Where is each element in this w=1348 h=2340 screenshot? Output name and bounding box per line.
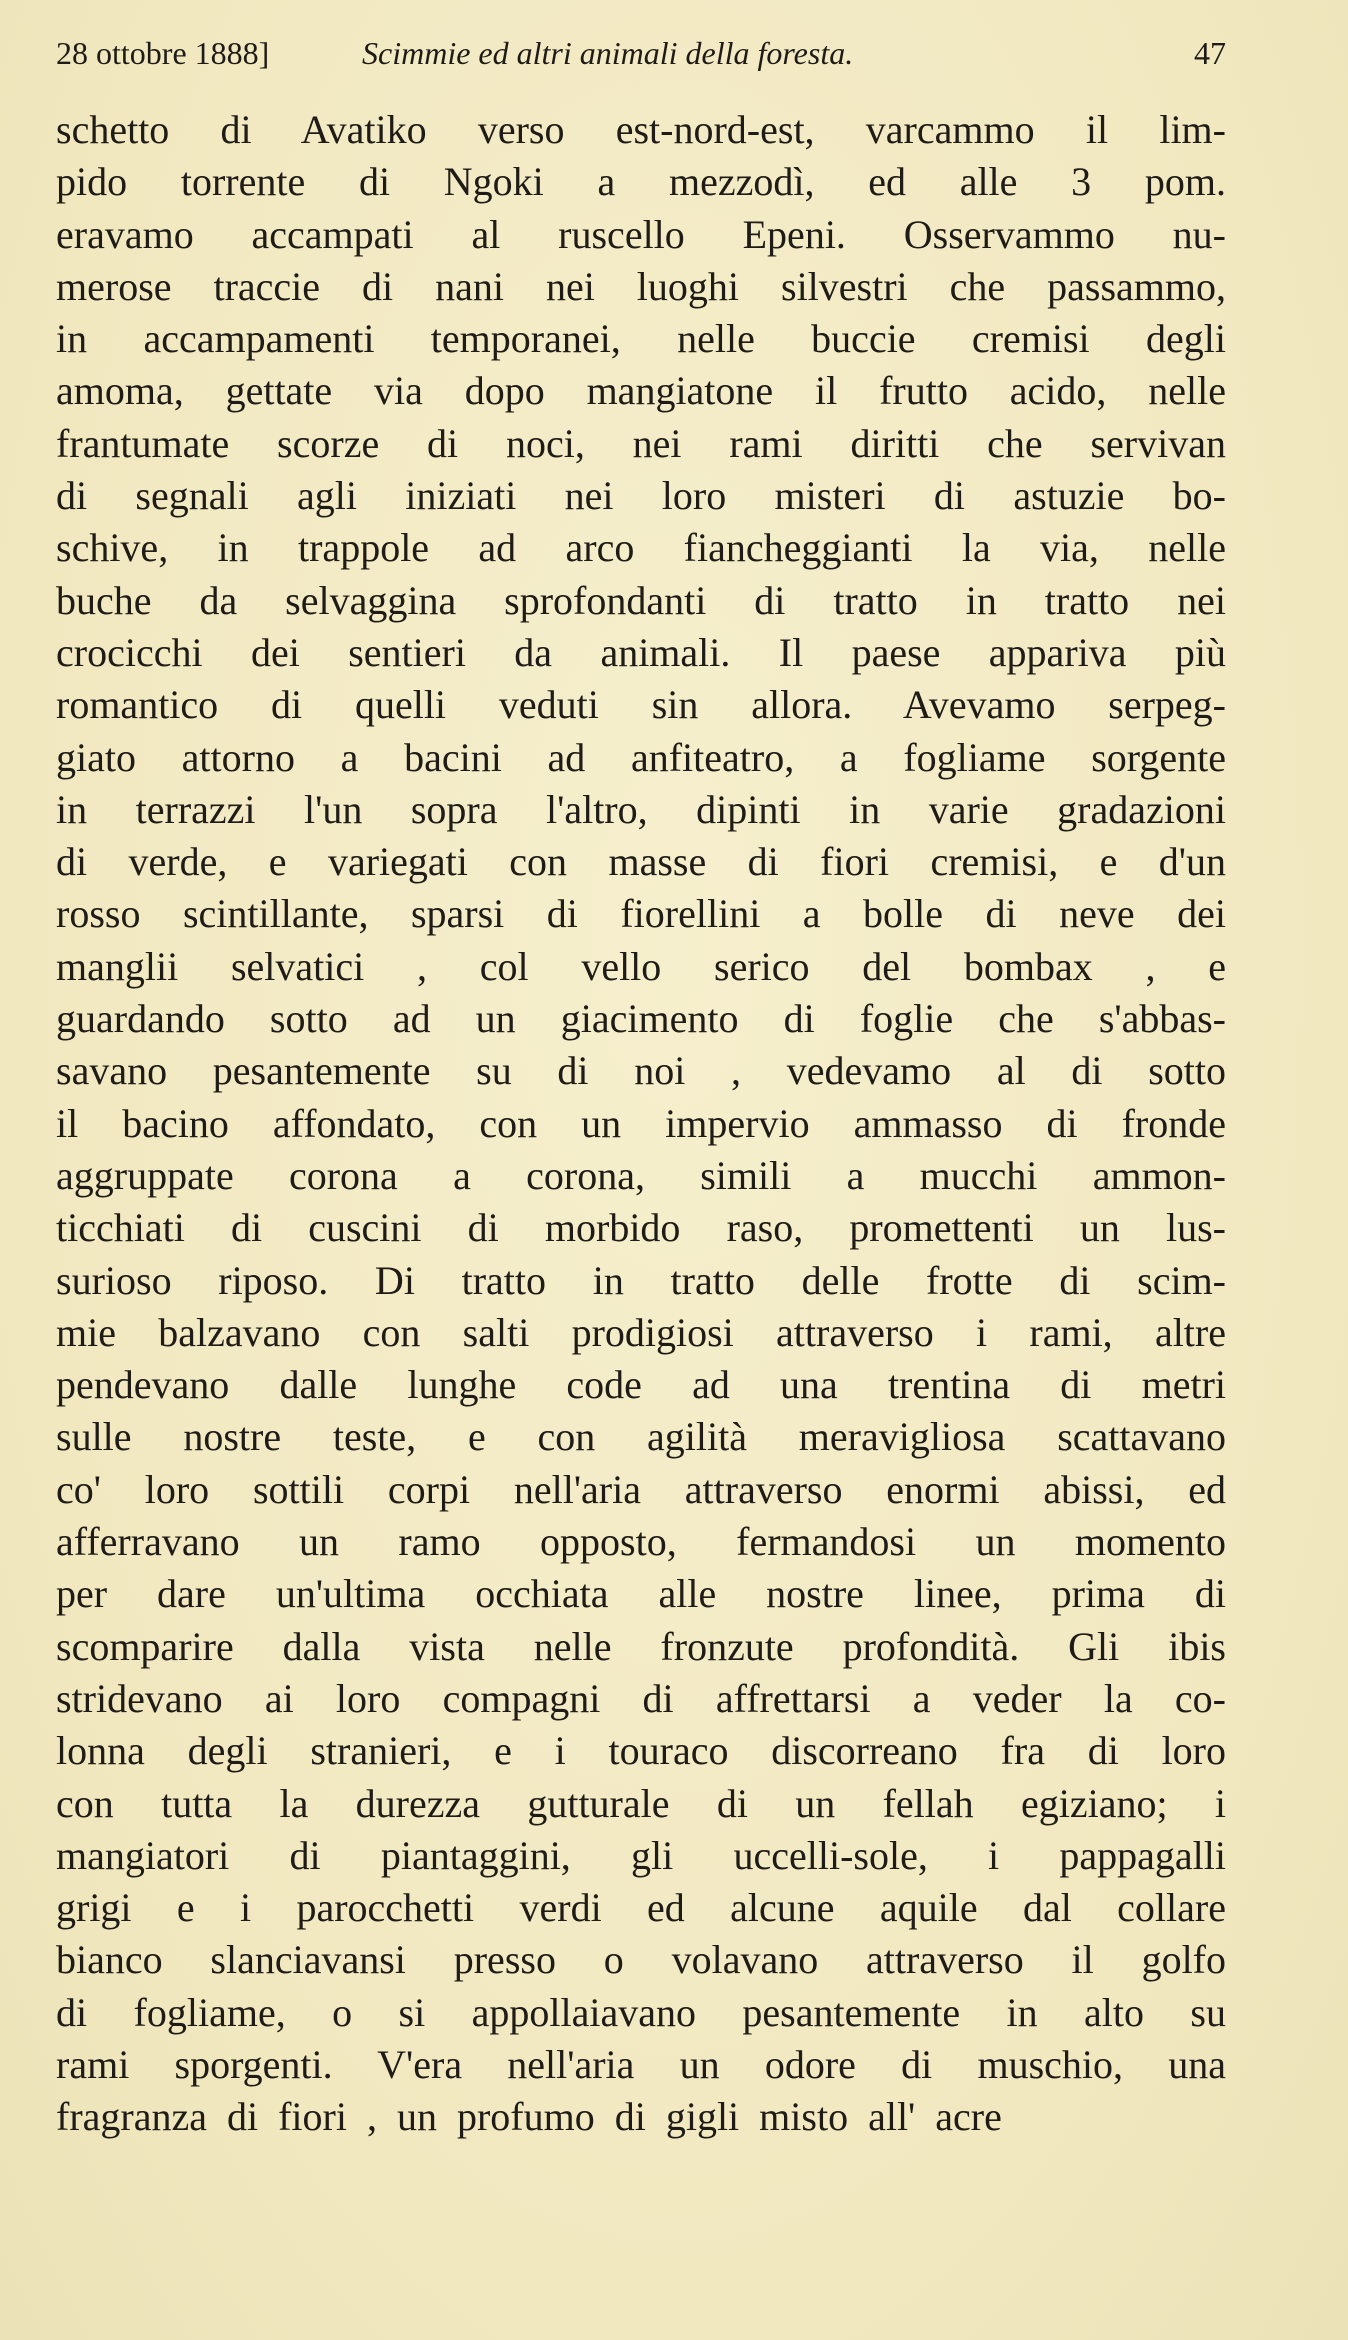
text-line: fragranza di fiori , un profumo di gigli misto all' acre (56, 2094, 1002, 2140)
text-line: il bacino affondato, con un impervio ammasso di fronde (56, 1100, 1226, 1146)
running-head-date: 28 ottobre 1888] (56, 35, 270, 71)
text-line: aggruppate corona a corona, simili a mucchi ammon- (56, 1152, 1226, 1198)
text-line: eravamo accampati al ruscello Epeni. Osservammo nu- (56, 211, 1226, 257)
text-line: scomparire dalla vista nelle fronzute profondità. Gli ibis (56, 1623, 1226, 1669)
text-line: mie balzavano con salti prodigiosi attraverso i rami, altre (56, 1309, 1226, 1355)
text-line: co' loro sottili corpi nell'aria attraverso enormi abissi, ed (56, 1466, 1226, 1512)
page-number: 47 (1194, 35, 1226, 71)
text-line: mangiatori di piantaggini, gli uccelli-sole, i pappagalli (56, 1832, 1226, 1878)
text-line: con tutta la durezza gutturale di un fellah egiziano; i (56, 1780, 1226, 1826)
text-line: giato attorno a bacini ad anfiteatro, a fogliame sorgente (56, 734, 1226, 780)
text-line: pido torrente di Ngoki a mezzodì, ed alle 3 pom. (56, 159, 1226, 205)
text-line: savano pesantemente su di noi , vedevamo al di sotto (56, 1048, 1226, 1094)
text-line: bianco slanciavansi presso o volavano attraverso il golfo (56, 1937, 1226, 1983)
text-line: romantico di quelli veduti sin allora. Avevamo serpeg- (56, 682, 1226, 728)
text-line: in accampamenti temporanei, nelle buccie cremisi degli (56, 316, 1226, 362)
text-line: ticchiati di cuscini di morbido raso, promettenti un lus- (56, 1205, 1226, 1251)
text-line: amoma, gettate via dopo mangiatone il frutto acido, nelle (56, 368, 1226, 414)
text-line: pendevano dalle lunghe code ad una trentina di metri (56, 1362, 1226, 1408)
text-line: surioso riposo. Di tratto in tratto delle frotte di scim- (56, 1257, 1226, 1303)
text-line: schive, in trappole ad arco fiancheggianti la via, nelle (56, 525, 1226, 571)
text-line: grigi e i parocchetti verdi ed alcune aquile dal collare (56, 1885, 1226, 1931)
text-line: merose traccie di nani nei luoghi silvestri che passammo, (56, 263, 1226, 309)
text-line: crocicchi dei sentieri da animali. Il paese appariva più (56, 629, 1226, 675)
text-line: rosso scintillante, sparsi di fiorellini a bolle di neve dei (56, 891, 1226, 937)
text-line: sulle nostre teste, e con agilità meravigliosa scattavano (56, 1414, 1226, 1460)
text-line: stridevano ai loro compagni di affrettarsi a veder la co- (56, 1675, 1226, 1721)
body-text (56, 104, 1226, 2144)
text-line: frantumate scorze di noci, nei rami diritti che servivan (56, 420, 1226, 466)
text-line: di fogliame, o si appollaiavano pesantemente in alto su (56, 1989, 1226, 2035)
text-line: lonna degli stranieri, e i touraco discorreano fra di loro (56, 1728, 1226, 1774)
text-line: di verde, e variegati con masse di fiori cremisi, e d'un (56, 839, 1226, 885)
text-line: rami sporgenti. V'era nell'aria un odore di muschio, una (56, 2041, 1226, 2087)
text-line: manglii selvatici , col vello serico del bombax , e (56, 943, 1226, 989)
running-head (56, 28, 1226, 78)
text-line: per dare un'ultima occhiata alle nostre linee, prima di (56, 1571, 1226, 1617)
text-line: afferravano un ramo opposto, fermandosi un momento (56, 1519, 1226, 1565)
running-head-title: Scimmie ed altri animali della foresta. (362, 35, 854, 71)
text-line: di segnali agli iniziati nei loro misteri di astuzie bo- (56, 473, 1226, 519)
text-line: schetto di Avatiko verso est-nord-est, varcammo il lim- (56, 107, 1226, 152)
text-line: guardando sotto ad un giacimento di foglie che s'abbas- (56, 996, 1226, 1042)
text-line: buche da selvaggina sprofondanti di tratto in tratto nei (56, 577, 1226, 623)
text-line: in terrazzi l'un sopra l'altro, dipinti in varie gradazioni (56, 786, 1226, 832)
